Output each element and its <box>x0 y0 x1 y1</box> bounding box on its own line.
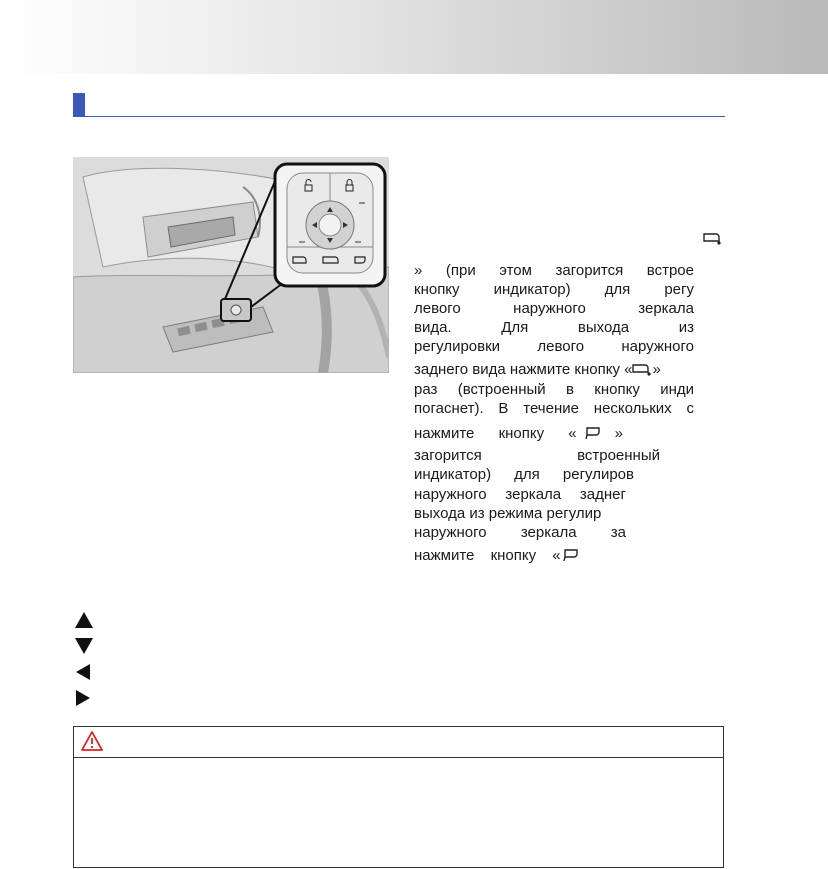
body-text-fragment: нажмите кнопку « <box>414 547 561 564</box>
page-header-band <box>0 0 828 74</box>
body-text-line: загорится встроенный <box>414 447 660 464</box>
body-text-line: погаснет). В течение нескольких с <box>414 400 694 417</box>
body-text-line: наружного зеркала за <box>414 524 626 541</box>
body-text-line: выхода из режима регулир <box>414 505 602 522</box>
body-text-fragment: » <box>652 361 661 378</box>
body-text-fragment: заднего вида нажмите кнопку « <box>414 361 633 378</box>
mirror-control-illustration <box>73 157 389 373</box>
body-text-line: кнопку индикатор) для регу <box>414 281 694 298</box>
warning-box <box>73 726 724 868</box>
body-text-line: наружного зеркала заднег <box>414 486 626 503</box>
body-text-line: раз (встроенный в кнопку инди <box>414 381 694 398</box>
mirror-right-icon <box>561 548 583 564</box>
triangle-down-icon <box>73 636 95 656</box>
warning-triangle-icon <box>80 730 104 752</box>
body-text-line: левого наружного зеркала <box>414 300 694 317</box>
body-text-line <box>414 425 644 442</box>
mirror-left-icon <box>703 232 721 246</box>
triangle-left-icon <box>73 662 95 682</box>
triangle-right-icon <box>73 688 95 708</box>
body-text-line <box>414 361 694 378</box>
warning-header <box>74 727 723 758</box>
mirror-right-icon <box>583 426 609 442</box>
body-text-line: » (при этом загорится встрое <box>414 262 694 279</box>
body-text-line: индикатор) для регулиров <box>414 466 634 483</box>
mirror-left-icon <box>632 362 652 378</box>
section-divider <box>73 116 725 117</box>
triangle-up-icon <box>73 610 95 630</box>
body-text-fragment: нажмите кнопку « <box>414 425 577 442</box>
section-marker <box>73 93 85 117</box>
body-text-line: регулировки левого наружного <box>414 338 694 355</box>
body-text-fragment: » <box>614 425 623 442</box>
body-text-line: вида. Для выхода из <box>414 319 694 336</box>
body-text-line <box>414 547 604 564</box>
